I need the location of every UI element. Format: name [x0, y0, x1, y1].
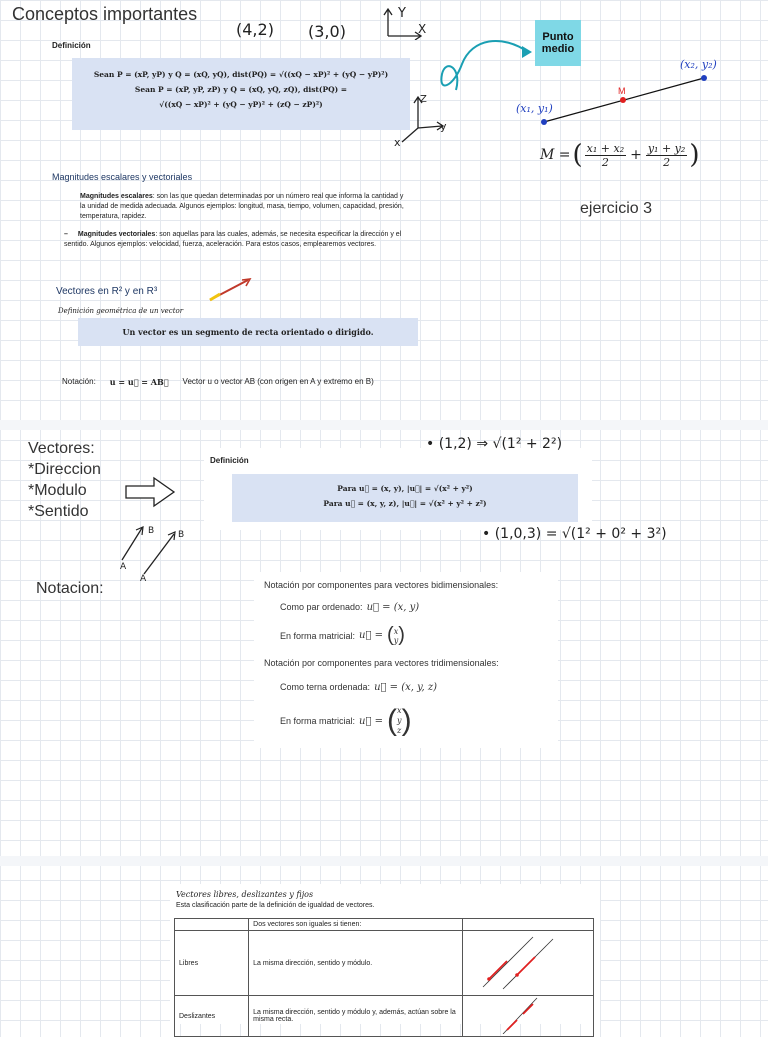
hand-coords-b: (3,0) [308, 22, 346, 41]
tri-matrix-entry-1: y [397, 716, 402, 725]
bracket-open: ( [387, 704, 398, 737]
magnitudes-item-1-text: : son las que quedan determinadas por un número real que informa la cantidad y la unidad de medida adecuada. Algunos ejemplos: longitud, masa, tiempo, volumen, capacidad, presión, temperatura, rapidez. [80, 193, 404, 220]
vectores-title-line-1: *Direccion [28, 461, 101, 478]
vectores-heading: Vectores en R² y en R³ [56, 286, 158, 297]
libres-sketch [463, 931, 593, 993]
table-header-row [175, 919, 594, 931]
fraction-x-den: 2 [601, 155, 609, 169]
axis-x-label: X [418, 22, 427, 36]
modulo-formula-box [232, 474, 578, 522]
tri-terna-formula: u⃗ = (x, y, z) [374, 682, 437, 693]
modulo-formula-2d: Para u⃗ = (x, y), |u⃗| = √(x² + y²) [337, 484, 473, 493]
fraction-y-num: y₁ + y₂ [647, 141, 686, 155]
bi-matrix-entry-1: y [393, 635, 399, 645]
clasificacion-intro: Esta clasificación parte de la definición de igualdad de vectores. [176, 902, 375, 909]
bi-matrix-entry-0: x [393, 626, 399, 636]
notacion-card [254, 572, 558, 748]
bracket-close: ) [398, 624, 405, 646]
vectores-title-line-3: *Sentido [28, 503, 89, 520]
ejercicio-label: ejercicio 3 [580, 200, 653, 217]
tri-mat-lhs: u⃗ = [359, 715, 384, 727]
magnitudes-item-2-bold: Magnitudes vectoriales [77, 231, 156, 238]
point-1-label: (x₁, y₁) [516, 102, 553, 115]
row-desc-libres: La misma dirección, sentido y módulo. [249, 931, 463, 996]
page-break-2 [0, 856, 768, 866]
clasificacion-card [170, 884, 600, 1024]
bi-par-row [280, 602, 419, 613]
vectores-title-block [28, 438, 101, 522]
magnitudes-item-2-text: : son aquellas para las cuales, además, se necesita especificar la dirección y el sentido. Algunos ejemplos: velocidad, fuerza, aceleración. Para estos casos, emplearemos vectores. [64, 231, 402, 248]
midpoint-m-label: M [618, 86, 626, 96]
hand-example-1: • (1,2) ⇒ √(1² + 2²) [426, 436, 563, 452]
tri-terna-row [280, 682, 437, 693]
table-row [175, 931, 594, 996]
row-name-deslizantes: Deslizantes [175, 996, 249, 1037]
fraction-x [585, 142, 626, 169]
page-title: Conceptos importantes [12, 4, 198, 24]
axes-2d-sketch [380, 6, 440, 40]
axis3d-y-label: y [440, 120, 447, 133]
bi-mat-label: En forma matricial: [280, 630, 356, 641]
distance-formula-3d-root: √((xQ − xP)² + (yQ − yP)² + (zQ − zP)²) [159, 100, 323, 109]
distance-formula-3d: Sean P = (xP, yP, zP) y Q = (xQ, yQ, zQ), dist(PQ) = [134, 85, 348, 94]
magnitudes-item-1-bold: Magnitudes escalares [80, 193, 153, 200]
notacion-label: Notación: [62, 377, 96, 386]
punto-medio-callout [535, 20, 581, 66]
teal-curl-arrow [432, 34, 536, 104]
magnitudes-item-2 [64, 230, 410, 250]
table-header-cell: Dos vectores son iguales si tienen: [249, 919, 463, 931]
table-header-empty [175, 919, 249, 931]
sketch-label-b1: B [148, 526, 155, 536]
bi-par-label: Como par ordenado: [280, 602, 363, 612]
plus-sign: + [630, 147, 642, 163]
bi-mat-row [280, 624, 405, 647]
axis3d-x-label: x [394, 136, 401, 149]
modulo-card [204, 448, 592, 530]
modulo-definicion-label: Definición [210, 456, 249, 465]
sketch-label-b2: B [178, 530, 185, 540]
table-row [175, 996, 594, 1037]
clasificacion-table [174, 918, 594, 1037]
notacion-section-label: Notacion: [36, 580, 104, 597]
fraction-x-num: x₁ + x₂ [586, 141, 625, 155]
page-break [0, 420, 768, 430]
tri-matrix [387, 704, 412, 738]
row-sketch-deslizantes [463, 996, 594, 1037]
bi-matrix [387, 624, 405, 647]
notacion-line [62, 377, 374, 387]
paren-close: ) [689, 140, 700, 170]
vector-definition-text: Un vector es un segmento de recta orientado o dirigido. [122, 327, 374, 337]
tri-mat-row [280, 704, 412, 738]
bracket-close: ) [401, 704, 412, 737]
vectores-title-line-0: Vectores: [28, 440, 95, 457]
paren-open: ( [572, 140, 583, 170]
deslizantes-sketch [463, 996, 593, 1034]
sketch-label-a2: A [140, 574, 147, 584]
pencil-arrow-icon [204, 276, 254, 306]
midpoint-formula-lhs: M = [540, 147, 571, 163]
fraction-y-den: 2 [663, 155, 671, 169]
definicion-label: Definición [52, 41, 91, 50]
clasificacion-heading: Vectores libres, deslizantes y fijos [176, 890, 314, 899]
modulo-formula-3d: Para u⃗ = (x, y, z), |u⃗| = √(x² + y² + z²) [323, 499, 487, 508]
magnitudes-heading: Magnitudes escalares y vectoriales [52, 172, 193, 182]
tri-matrix-entry-2: z [397, 726, 402, 735]
punto-medio-text: Punto medio [541, 31, 575, 55]
bi-heading: Notación por componentes para vectores bidimensionales: [264, 580, 499, 590]
hand-coords-a: (4,2) [236, 20, 274, 39]
hand-example-2: • (1,0,3) = √(1² + 0² + 3²) [482, 526, 667, 542]
row-desc-deslizantes: La misma dirección, sentido y módulo y, además, actúan sobre la misma recta. [249, 996, 463, 1037]
tri-terna-label: Como terna ordenada: [280, 682, 371, 692]
vectores-subheading: Definición geométrica de un vector [58, 307, 184, 315]
midpoint-formula [540, 140, 699, 170]
point-2-label: (x₂, y₂) [680, 58, 717, 71]
vector-definition-box [78, 318, 418, 346]
bi-par-formula: u⃗ = (x, y) [366, 602, 420, 613]
bracket-open: ( [387, 624, 394, 646]
vectores-title-line-2: *Modulo [28, 482, 87, 499]
tri-heading: Notación por componentes para vectores tridimensionales: [264, 658, 499, 668]
notacion-text: Vector u o vector AB (con origen en A y extremo en B) [182, 377, 374, 386]
tri-matrix-entry-0: x [397, 706, 402, 715]
fraction-y [646, 142, 687, 169]
notacion-formula: u = u⃗ = AB⃗ [109, 377, 169, 387]
sketch-label-a1: A [120, 562, 127, 572]
bi-mat-lhs: u⃗ = [359, 630, 384, 641]
table-header-empty-2 [463, 919, 594, 931]
row-name-libres: Libres [175, 931, 249, 996]
distance-formula-box [72, 58, 410, 130]
axis-y-label: Y [398, 6, 406, 21]
midpoint-segment [536, 70, 716, 130]
distance-formula-2d: Sean P = (xP, yP) y Q = (xQ, yQ), dist(PQ) = √((xQ − xP)² + (yQ − yP)²) [93, 70, 389, 79]
outline-arrow-icon [124, 476, 176, 508]
magnitudes-item-1 [80, 192, 410, 222]
row-sketch-libres [463, 931, 594, 996]
axis3d-z-label: Z [420, 94, 427, 105]
dash-bullet: – [64, 231, 68, 238]
tri-mat-label: En forma matricial: [280, 716, 356, 726]
